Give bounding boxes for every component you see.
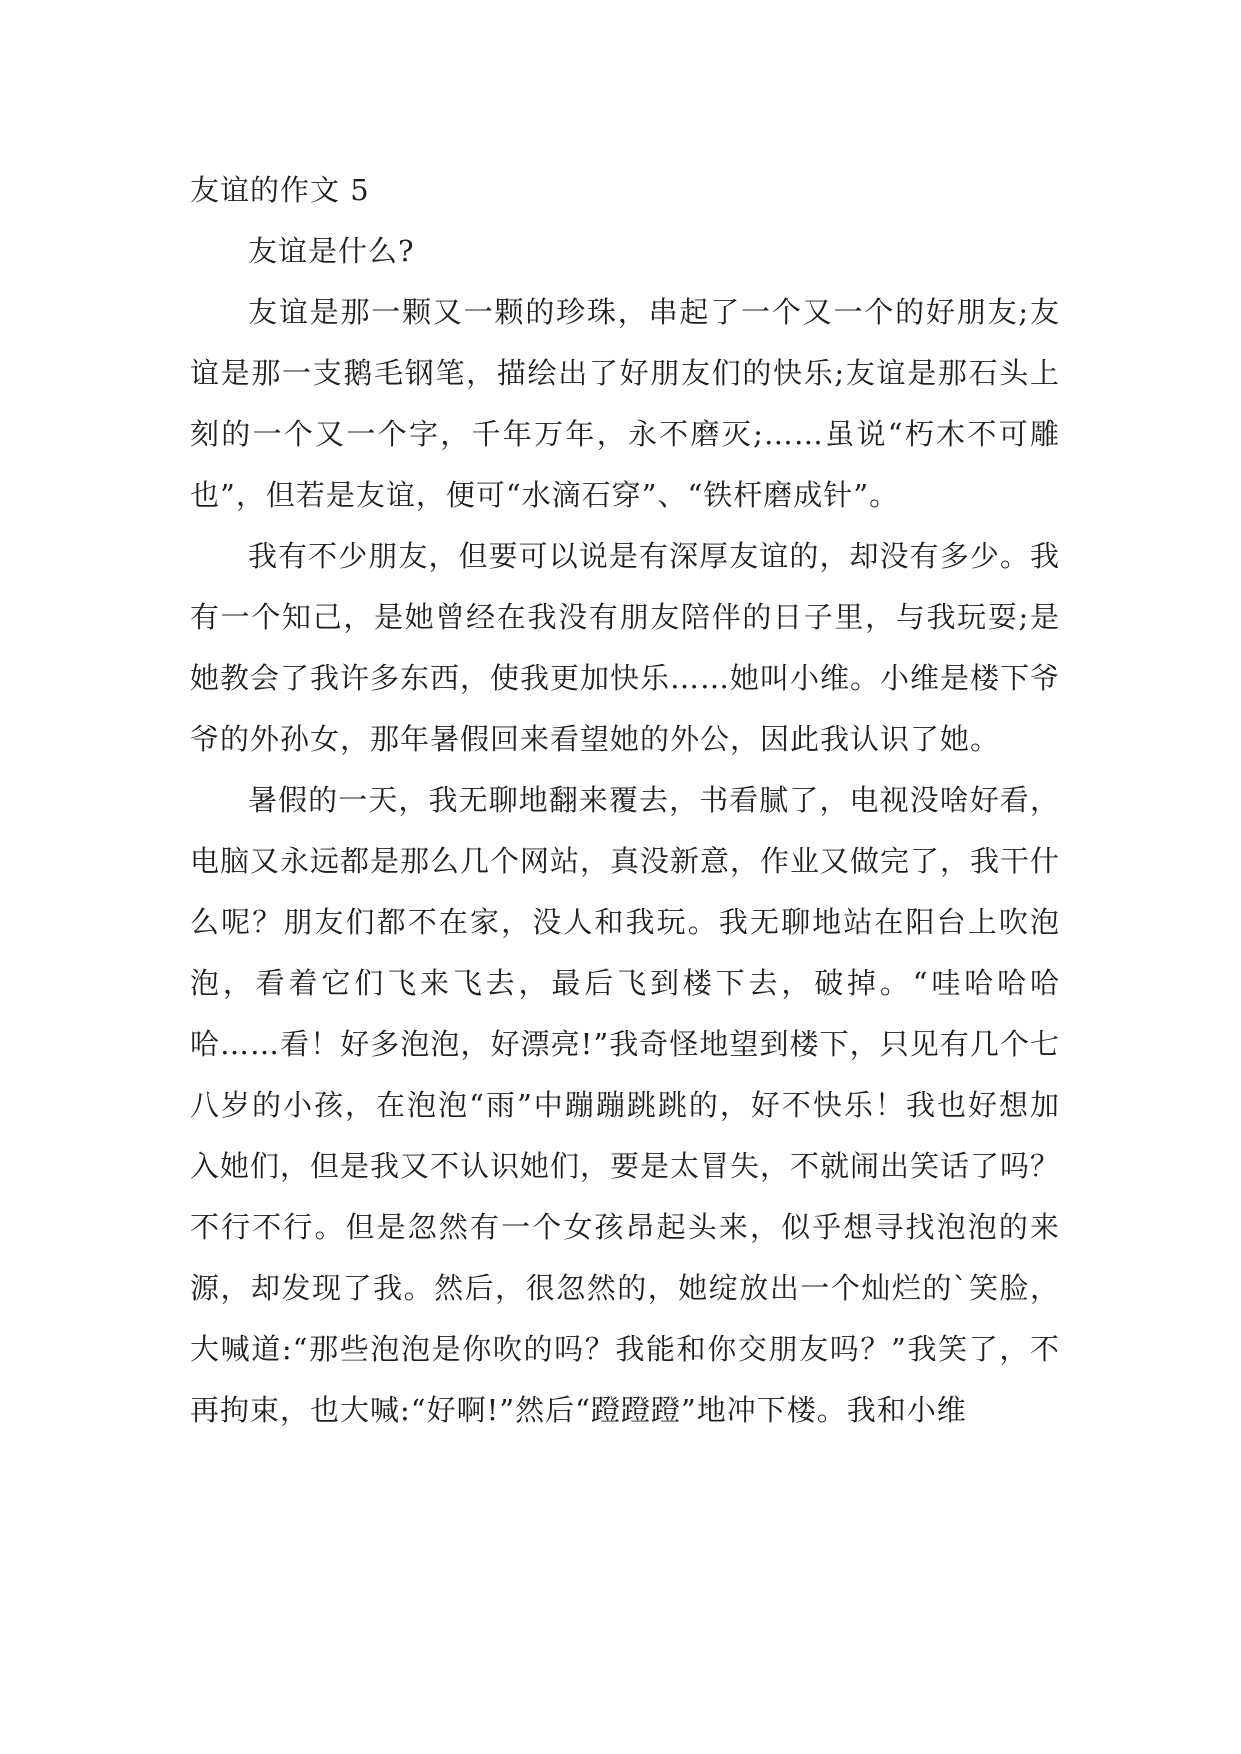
document-body (190, 160, 1060, 1441)
paragraph-friendship-metaphors: 友谊是那一颗又一颗的珍珠，串起了一个又一个的好朋友;友谊是那一支鹅毛钢笔，描绘出了好朋友们的快乐;友谊是那石头上刻的一个又一个字，千年万年，永不磨灭;……虽说“朽木不可雕也”，但若是友谊，便可“水滴石穿”、“铁杆磨成针”。 (190, 295, 1060, 512)
paragraph-friend-xiaowei: 我有不少朋友，但要可以说是有深厚友谊的，却没有多少。我有一个知己，是她曾经在我没有朋友陪伴的日子里，与我玩耍;是她教会了我许多东西，使我更加快乐……她叫小维。小维是楼下爷爷的外孙女，那年暑假回来看望她的外公，因此我认识了她。 (190, 539, 1061, 756)
paragraph-question: 友谊是什么? (248, 234, 415, 268)
document-title: 友谊的作文 5 (190, 173, 370, 207)
paragraph-summer-story: 暑假的一天，我无聊地翻来覆去，书看腻了，电视没啥好看，电脑又永远都是那么几个网站，真没新意，作业又做完了，我干什么呢？朋友们都不在家，没人和我玩。我无聊地站在阳台上吹泡泡，看着它们飞来飞去，最后飞到楼下去，破掉。“哇哈哈哈哈……看！好多泡泡，好漂亮!”我奇怪地望到楼下，只见有几个七八岁的小孩，在泡泡“雨”中蹦蹦跳跳的，好不快乐！我也好想加入她们，但是我又不认识她们，要是太冒失，不就闹出笑话了吗？不行不行。但是忽然有一个女孩昂起头来，似乎想寻找泡泡的来源，却发现了我。然后，很忽然的，她绽放出一个灿烂的`笑脸，大喊道:“那些泡泡是你吹的吗？我能和你交朋友吗？”我笑了，不再拘束，也大喊:“好啊!”然后“蹬蹬蹬”地冲下楼。我和小维 (190, 783, 1061, 1427)
